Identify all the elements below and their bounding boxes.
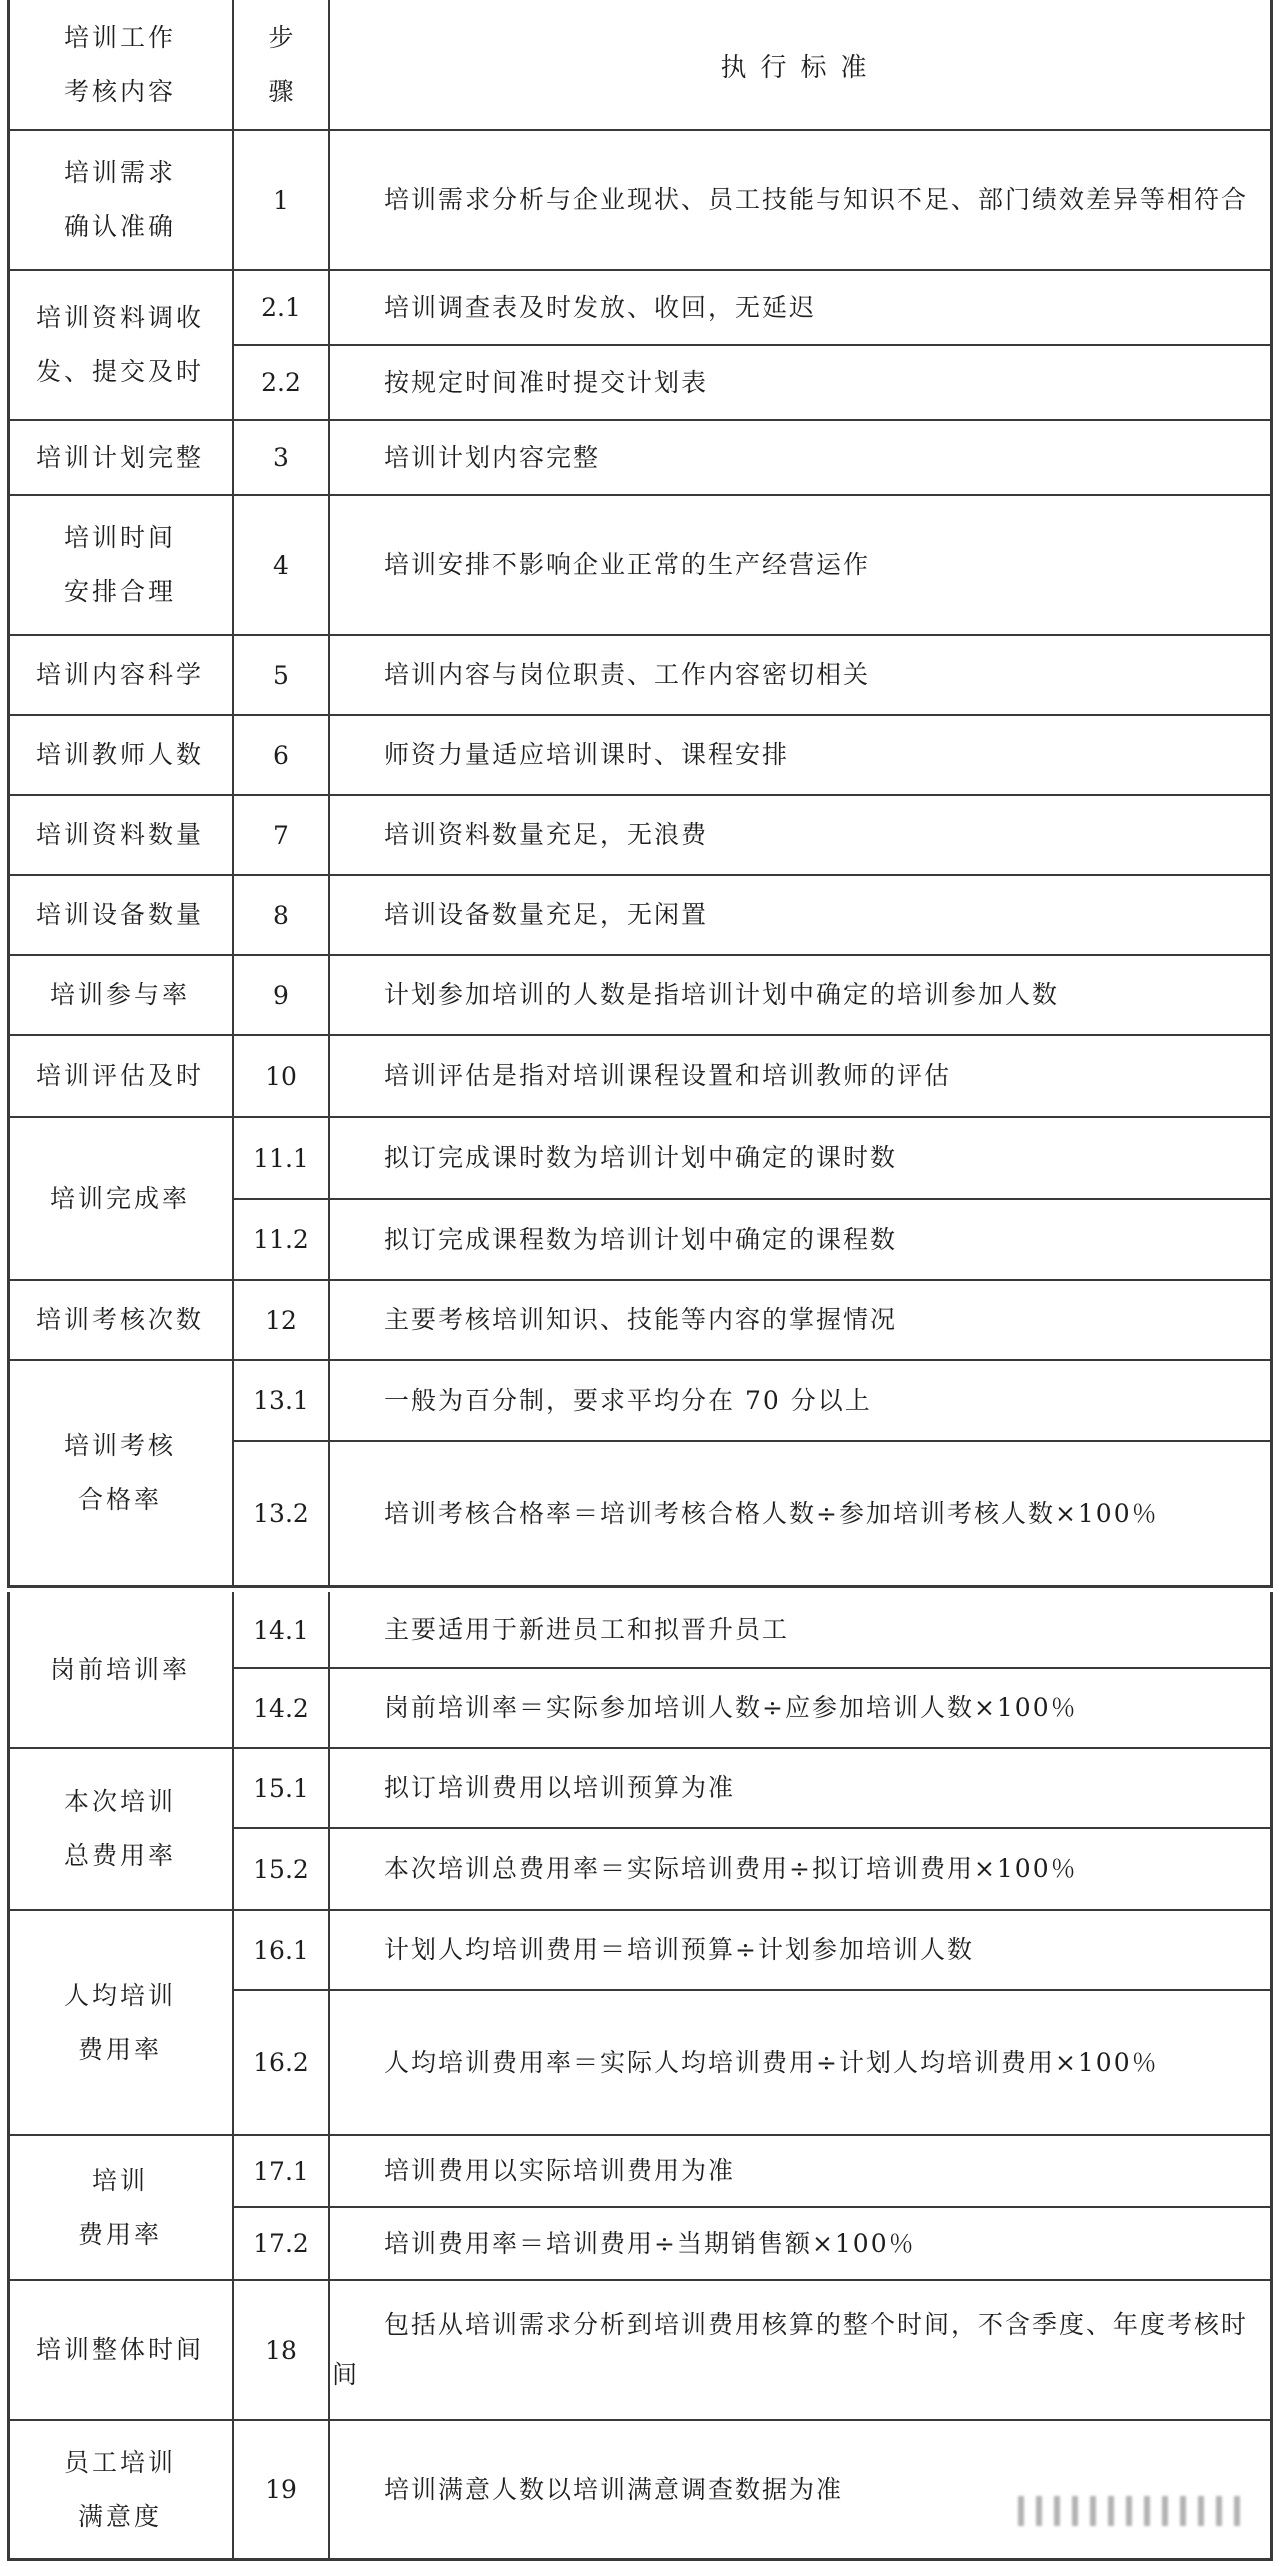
header-item-column	[7, 0, 233, 130]
cell-line: 培训考核	[63, 1431, 176, 1460]
execution-standard	[329, 270, 1272, 345]
execution-standard	[329, 345, 1272, 420]
header-standard-column	[329, 0, 1272, 130]
step-number	[233, 2207, 329, 2280]
cell-text: 一般为百分制，要求平均分在 70 分以上	[384, 1385, 872, 1415]
step-number	[233, 955, 329, 1035]
cell-lines	[64, 11, 176, 119]
execution-standard	[329, 2207, 1272, 2280]
cell-line: 岗前培训率	[49, 1655, 190, 1684]
cell-text: 拟订完成课程数为培训计划中确定的课程数	[384, 1224, 898, 1254]
cell-text: 包括从培训需求分析到培训费用核算的整个时间，不含季度、年度考核时间	[332, 2310, 1249, 2389]
cell-line: 培训	[91, 2165, 148, 2195]
assessment-item	[7, 715, 233, 795]
cell-text: 13.2	[253, 1499, 309, 1528]
step-number	[233, 420, 329, 495]
assessment-item	[7, 1035, 233, 1117]
assessment-item	[7, 795, 233, 875]
assessment-item	[7, 130, 233, 270]
cell-line: 培训整体时间	[35, 2335, 204, 2364]
cell-line: 考核内容	[63, 77, 176, 106]
assessment-item	[7, 1592, 233, 1748]
cell-line: 安排合理	[63, 577, 176, 606]
cell-text: 9	[273, 980, 289, 1010]
step-number	[233, 1117, 329, 1199]
cell-line: 费用率	[77, 2034, 162, 2064]
step-number	[233, 635, 329, 715]
step-number	[233, 1592, 329, 1668]
cell-text: 5	[273, 660, 289, 690]
assessment-item	[7, 270, 233, 420]
assessment-item	[7, 495, 233, 635]
assessment-item	[7, 1360, 233, 1586]
cell-text: 12	[265, 1305, 297, 1335]
cell-text: 13.1	[253, 1386, 309, 1415]
cell-text: 培训资料数量充足，无浪费	[384, 820, 709, 849]
cell-text: 16.2	[253, 2048, 309, 2077]
assessment-item	[7, 1280, 233, 1360]
cell-line: 培训工作	[63, 23, 176, 52]
step-number	[233, 795, 329, 875]
step-number	[233, 1828, 329, 1910]
cell-lines	[36, 1293, 204, 1347]
execution-standard	[329, 1910, 1272, 1990]
cell-lines	[268, 11, 293, 119]
cell-text: 培训满意人数以培训满意调查数据为准	[384, 2474, 844, 2504]
cell-text: 培训计划内容完整	[384, 442, 601, 472]
cell-text: 培训内容与岗位职责、工作内容密切相关	[384, 660, 871, 689]
cell-text: 15.2	[253, 1854, 309, 1884]
step-number	[233, 1199, 329, 1280]
assessment-item	[7, 2420, 233, 2559]
execution-standard	[329, 1117, 1272, 1199]
watermark-logo	[1018, 2496, 1248, 2526]
cell-line: 培训资料调收	[35, 303, 204, 332]
cell-line: 步	[268, 23, 294, 52]
cell-text: 拟订培训费用以培训预算为准	[384, 1773, 736, 1802]
cell-line: 本次培训	[63, 1787, 176, 1816]
cell-text: 拟订完成课时数为培训计划中确定的课时数	[384, 1143, 898, 1172]
assessment-item	[7, 955, 233, 1035]
cell-lines	[36, 888, 204, 942]
cell-text: 计划参加培训的人数是指培训计划中确定的培训参加人数	[384, 980, 1060, 1009]
step-number	[233, 270, 329, 345]
execution-standard	[329, 1592, 1272, 1668]
cell-line: 培训教师人数	[35, 740, 204, 769]
execution-standard	[329, 2280, 1272, 2420]
step-number	[233, 1035, 329, 1117]
execution-standard	[329, 495, 1272, 635]
step-number	[233, 1910, 329, 1990]
cell-lines	[50, 1172, 190, 1226]
cell-lines	[36, 431, 204, 485]
cell-text: 14.2	[253, 1693, 309, 1723]
cell-lines	[50, 1643, 190, 1697]
cell-text: 8	[273, 900, 289, 930]
execution-standard	[329, 795, 1272, 875]
cell-text: 6	[273, 740, 289, 770]
assessment-item	[7, 1117, 233, 1280]
step-number	[233, 130, 329, 270]
cell-lines	[64, 1419, 176, 1527]
cell-line: 培训完成率	[49, 1183, 190, 1213]
cell-text: 人均培训费用率＝实际人均培训费用÷计划人均培训费用×100％	[384, 2047, 1159, 2077]
step-number	[233, 345, 329, 420]
cell-text: 3	[273, 443, 289, 472]
cell-lines	[64, 2436, 176, 2544]
execution-standard	[329, 1828, 1272, 1910]
cell-line: 满意度	[77, 2501, 162, 2531]
cell-line: 培训内容科学	[35, 660, 204, 689]
cell-text: 培训调查表及时发放、收回，无延迟	[384, 292, 817, 322]
cell-lines	[78, 2154, 162, 2262]
cell-line: 骤	[268, 77, 294, 106]
step-number	[233, 495, 329, 635]
execution-standard	[329, 875, 1272, 955]
cell-lines	[36, 2323, 204, 2377]
assessment-item	[7, 1748, 233, 1910]
execution-standard	[329, 1199, 1272, 1280]
cell-line: 人均培训	[63, 1980, 176, 2010]
cell-text: 培训需求分析与企业现状、员工技能与知识不足、部门绩效差异等相符合	[384, 185, 1249, 214]
cell-lines	[36, 291, 204, 399]
cell-lines	[36, 1049, 204, 1103]
step-number	[233, 2420, 329, 2559]
cell-text: 11.1	[253, 1143, 309, 1173]
cell-lines	[64, 511, 176, 619]
cell-text: 计划人均培训费用＝培训预算÷计划参加培训人数	[384, 1935, 974, 1964]
cell-text: 17.1	[253, 2156, 309, 2186]
step-number	[233, 875, 329, 955]
cell-line: 培训设备数量	[35, 900, 204, 929]
cell-lines	[36, 648, 204, 702]
row-divider	[7, 1586, 1273, 1588]
cell-line: 确认准确	[63, 212, 176, 241]
cell-line: 总费用率	[63, 1841, 176, 1870]
step-number	[233, 1360, 329, 1441]
assessment-item	[7, 2280, 233, 2420]
cell-text: 岗前培训率＝实际参加培训人数÷应参加培训人数×100％	[384, 1693, 1078, 1722]
cell-text: 本次培训总费用率＝实际培训费用÷拟订培训费用×100％	[384, 1854, 1078, 1883]
cell-text: 培训费用以实际培训费用为准	[384, 2156, 736, 2185]
header-step-column	[233, 0, 329, 130]
cell-line: 培训时间	[63, 523, 176, 552]
cell-lines	[36, 808, 204, 862]
cell-text: 师资力量适应培训课时、课程安排	[384, 740, 790, 769]
cell-lines	[64, 1775, 176, 1883]
cell-line: 员工培训	[63, 2447, 176, 2477]
step-number	[233, 1668, 329, 1748]
execution-standard	[329, 1990, 1272, 2135]
cell-text: 16.1	[253, 1935, 309, 1965]
step-number	[233, 1990, 329, 2135]
cell-text: 2.1	[261, 293, 301, 322]
cell-line: 培训参与率	[49, 980, 190, 1009]
cell-text: 1	[273, 185, 289, 215]
execution-standard	[329, 635, 1272, 715]
step-number	[233, 1441, 329, 1586]
cell-lines	[64, 146, 176, 254]
assessment-item	[7, 875, 233, 955]
cell-line: 培训资料数量	[35, 820, 204, 849]
cell-text: 培训费用率＝培训费用÷当期销售额×100％	[384, 2228, 916, 2258]
assessment-item	[7, 635, 233, 715]
cell-text: 执行标准	[720, 52, 881, 83]
step-number	[233, 2135, 329, 2207]
row-divider	[7, 2559, 1273, 2561]
cell-line: 发、提交及时	[35, 357, 204, 386]
cell-text: 15.1	[253, 1773, 309, 1803]
cell-text: 10	[265, 1061, 297, 1091]
cell-line: 培训考核次数	[35, 1305, 204, 1334]
execution-standard	[329, 2420, 1272, 2559]
step-number	[233, 1280, 329, 1360]
assessment-item	[7, 2135, 233, 2280]
execution-standard	[329, 1360, 1272, 1441]
cell-line: 合格率	[77, 1485, 162, 1514]
cell-text: 14.1	[253, 1615, 309, 1645]
cell-text: 按规定时间准时提交计划表	[384, 367, 709, 397]
execution-standard	[329, 1280, 1272, 1360]
step-number	[233, 1748, 329, 1828]
step-number	[233, 2280, 329, 2420]
execution-standard	[329, 1748, 1272, 1828]
execution-standard	[329, 2135, 1272, 2207]
cell-text: 培训安排不影响企业正常的生产经营运作	[384, 550, 871, 579]
cell-lines	[64, 1969, 176, 2077]
assessment-item	[7, 1910, 233, 2135]
execution-standard	[329, 130, 1272, 270]
cell-text: 主要考核培训知识、技能等内容的掌握情况	[384, 1305, 898, 1334]
cell-line: 培训需求	[63, 158, 176, 187]
execution-standard	[329, 1668, 1272, 1748]
cell-text: 7	[273, 820, 289, 850]
cell-text: 培训评估是指对培训课程设置和培训教师的评估	[384, 1061, 952, 1090]
cell-text: 主要适用于新进员工和拟晋升员工	[384, 1615, 790, 1644]
execution-standard	[329, 1035, 1272, 1117]
cell-lines	[50, 968, 190, 1022]
execution-standard	[329, 420, 1272, 495]
execution-standard	[329, 955, 1272, 1035]
cell-line: 培训计划完整	[35, 442, 204, 472]
cell-text: 培训考核合格率＝培训考核合格人数÷参加培训考核人数×100％	[384, 1498, 1159, 1528]
cell-text: 培训设备数量充足，无闲置	[384, 900, 709, 929]
step-number	[233, 715, 329, 795]
execution-standard	[329, 715, 1272, 795]
assessment-item	[7, 420, 233, 495]
cell-text: 4	[273, 550, 289, 580]
cell-text: 11.2	[253, 1225, 309, 1254]
cell-line: 费用率	[77, 2219, 162, 2249]
cell-text: 2.2	[261, 368, 301, 397]
cell-lines	[36, 728, 204, 782]
execution-standard	[329, 1441, 1272, 1586]
cell-text: 19	[265, 2475, 297, 2504]
cell-line: 培训评估及时	[35, 1061, 204, 1090]
cell-text: 17.2	[253, 2229, 309, 2258]
cell-text: 18	[265, 2335, 297, 2365]
